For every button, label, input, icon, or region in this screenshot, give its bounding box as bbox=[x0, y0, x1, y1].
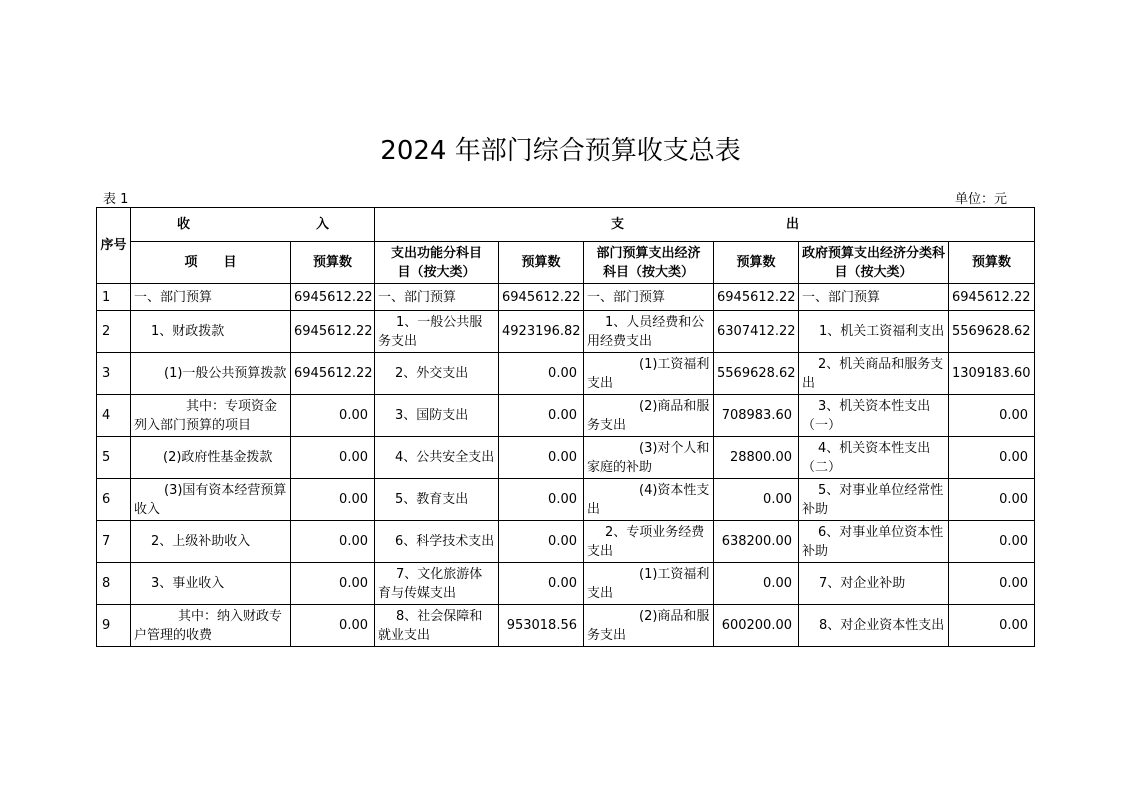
income-item: (1)一般公共预算拨款 bbox=[131, 353, 291, 395]
income-value: 6945612.22 bbox=[291, 311, 375, 353]
gov-item: 2、机关商品和服务支出 bbox=[799, 353, 949, 395]
page-title: 2024 年部门综合预算收支总表 bbox=[380, 136, 741, 166]
income-item: 3、事业收入 bbox=[131, 563, 291, 605]
table-row bbox=[97, 437, 1035, 479]
income-item: (3)国有资本经营预算收入 bbox=[131, 479, 291, 521]
income-value: 0.00 bbox=[291, 479, 375, 521]
dept-value: 0.00 bbox=[714, 563, 799, 605]
row-seq: 2 bbox=[97, 311, 131, 353]
gov-value: 0.00 bbox=[949, 479, 1035, 521]
func-value: 6945612.22 bbox=[499, 284, 584, 311]
row-seq: 8 bbox=[97, 563, 131, 605]
func-item: 3、国防支出 bbox=[375, 395, 499, 437]
dept-item: (4)资本性支出 bbox=[584, 479, 714, 521]
func-value: 0.00 bbox=[499, 395, 584, 437]
table-row bbox=[97, 311, 1035, 353]
table-row bbox=[97, 521, 1035, 563]
income-value: 0.00 bbox=[291, 563, 375, 605]
table-number: 表 1 bbox=[103, 192, 129, 207]
income-item: 2、上级补助收入 bbox=[131, 521, 291, 563]
header-income bbox=[131, 208, 375, 242]
table-row bbox=[97, 353, 1035, 395]
func-item: 5、教育支出 bbox=[375, 479, 499, 521]
header-expense-char1: 支 bbox=[611, 217, 625, 232]
dept-item: 2、专项业务经费支出 bbox=[584, 521, 714, 563]
row-seq: 1 bbox=[97, 284, 131, 311]
income-value: 6945612.22 bbox=[291, 353, 375, 395]
income-item: 其中：纳入财政专户管理的收费 bbox=[131, 605, 291, 647]
dept-value: 6307412.22 bbox=[714, 311, 799, 353]
gov-item: 8、对企业资本性支出 bbox=[799, 605, 949, 647]
dept-item: 一、部门预算 bbox=[584, 284, 714, 311]
dept-item: (2)商品和服务支出 bbox=[584, 395, 714, 437]
income-item: 一、部门预算 bbox=[131, 284, 291, 311]
dept-value: 600200.00 bbox=[714, 605, 799, 647]
income-value: 0.00 bbox=[291, 437, 375, 479]
func-item: 6、科学技术支出 bbox=[375, 521, 499, 563]
income-value: 6945612.22 bbox=[291, 284, 375, 311]
gov-value: 6945612.22 bbox=[949, 284, 1035, 311]
header-seq: 序号 bbox=[97, 208, 131, 284]
dept-item: 1、人员经费和公用经费支出 bbox=[584, 311, 714, 353]
header-income-char2: 入 bbox=[315, 217, 329, 232]
dept-value: 0.00 bbox=[714, 479, 799, 521]
func-value: 953018.56 bbox=[499, 605, 584, 647]
gov-item: 6、对事业单位资本性补助 bbox=[799, 521, 949, 563]
dept-value: 708983.60 bbox=[714, 395, 799, 437]
func-item: 8、社会保障和就业支出 bbox=[375, 605, 499, 647]
income-value: 0.00 bbox=[291, 605, 375, 647]
income-item: (2)政府性基金拨款 bbox=[131, 437, 291, 479]
dept-item: (1)工资福利支出 bbox=[584, 353, 714, 395]
income-value: 0.00 bbox=[291, 521, 375, 563]
func-value: 0.00 bbox=[499, 353, 584, 395]
func-item: 1、一般公共服务支出 bbox=[375, 311, 499, 353]
table-row bbox=[97, 395, 1035, 437]
table-row bbox=[97, 284, 1035, 311]
table-row bbox=[97, 563, 1035, 605]
row-seq: 9 bbox=[97, 605, 131, 647]
income-value: 0.00 bbox=[291, 395, 375, 437]
table-row bbox=[97, 479, 1035, 521]
func-value: 0.00 bbox=[499, 479, 584, 521]
income-item: 其中：专项资金列入部门预算的项目 bbox=[131, 395, 291, 437]
gov-value: 0.00 bbox=[949, 521, 1035, 563]
func-value: 0.00 bbox=[499, 563, 584, 605]
row-seq: 3 bbox=[97, 353, 131, 395]
func-item: 7、文化旅游体育与传媒支出 bbox=[375, 563, 499, 605]
gov-item: 一、部门预算 bbox=[799, 284, 949, 311]
header-income-char1: 收 bbox=[177, 217, 191, 232]
row-seq: 4 bbox=[97, 395, 131, 437]
func-value: 0.00 bbox=[499, 437, 584, 479]
dept-item: (2)商品和服务支出 bbox=[584, 605, 714, 647]
dept-value: 5569628.62 bbox=[714, 353, 799, 395]
unit-label: 单位：元 bbox=[955, 192, 1008, 207]
row-seq: 5 bbox=[97, 437, 131, 479]
header-dept-econ: 部门预算支出经济科目（按大类） bbox=[584, 242, 714, 284]
header-func-class: 支出功能分科目目（按大类） bbox=[375, 242, 499, 284]
header-budget-4: 预算数 bbox=[949, 242, 1035, 284]
dept-item: (1)工资福利支出 bbox=[584, 563, 714, 605]
func-item: 4、公共安全支出 bbox=[375, 437, 499, 479]
income-item: 1、财政拨款 bbox=[131, 311, 291, 353]
row-seq: 7 bbox=[97, 521, 131, 563]
func-item: 2、外交支出 bbox=[375, 353, 499, 395]
dept-value: 6945612.22 bbox=[714, 284, 799, 311]
dept-value: 28800.00 bbox=[714, 437, 799, 479]
gov-value: 1309183.60 bbox=[949, 353, 1035, 395]
table-row bbox=[97, 605, 1035, 647]
gov-value: 0.00 bbox=[949, 563, 1035, 605]
gov-item: 4、机关资本性支出（二） bbox=[799, 437, 949, 479]
header-gov-econ: 政府预算支出经济分类科目（按大类） bbox=[799, 242, 949, 284]
gov-item: 5、对事业单位经常性补助 bbox=[799, 479, 949, 521]
func-value: 0.00 bbox=[499, 521, 584, 563]
header-expense-char2: 出 bbox=[786, 217, 800, 232]
header-expense bbox=[375, 208, 1035, 242]
gov-item: 1、机关工资福利支出 bbox=[799, 311, 949, 353]
budget-summary-table bbox=[96, 207, 1035, 647]
row-seq: 6 bbox=[97, 479, 131, 521]
gov-value: 5569628.62 bbox=[949, 311, 1035, 353]
header-item: 项 目 bbox=[131, 242, 291, 284]
header-budget-2: 预算数 bbox=[499, 242, 584, 284]
dept-value: 638200.00 bbox=[714, 521, 799, 563]
gov-value: 0.00 bbox=[949, 437, 1035, 479]
func-item: 一、部门预算 bbox=[375, 284, 499, 311]
header-budget-3: 预算数 bbox=[714, 242, 799, 284]
gov-item: 3、机关资本性支出（一） bbox=[799, 395, 949, 437]
func-value: 4923196.82 bbox=[499, 311, 584, 353]
gov-value: 0.00 bbox=[949, 605, 1035, 647]
gov-item: 7、对企业补助 bbox=[799, 563, 949, 605]
dept-item: (3)对个人和家庭的补助 bbox=[584, 437, 714, 479]
gov-value: 0.00 bbox=[949, 395, 1035, 437]
header-budget-1: 预算数 bbox=[291, 242, 375, 284]
